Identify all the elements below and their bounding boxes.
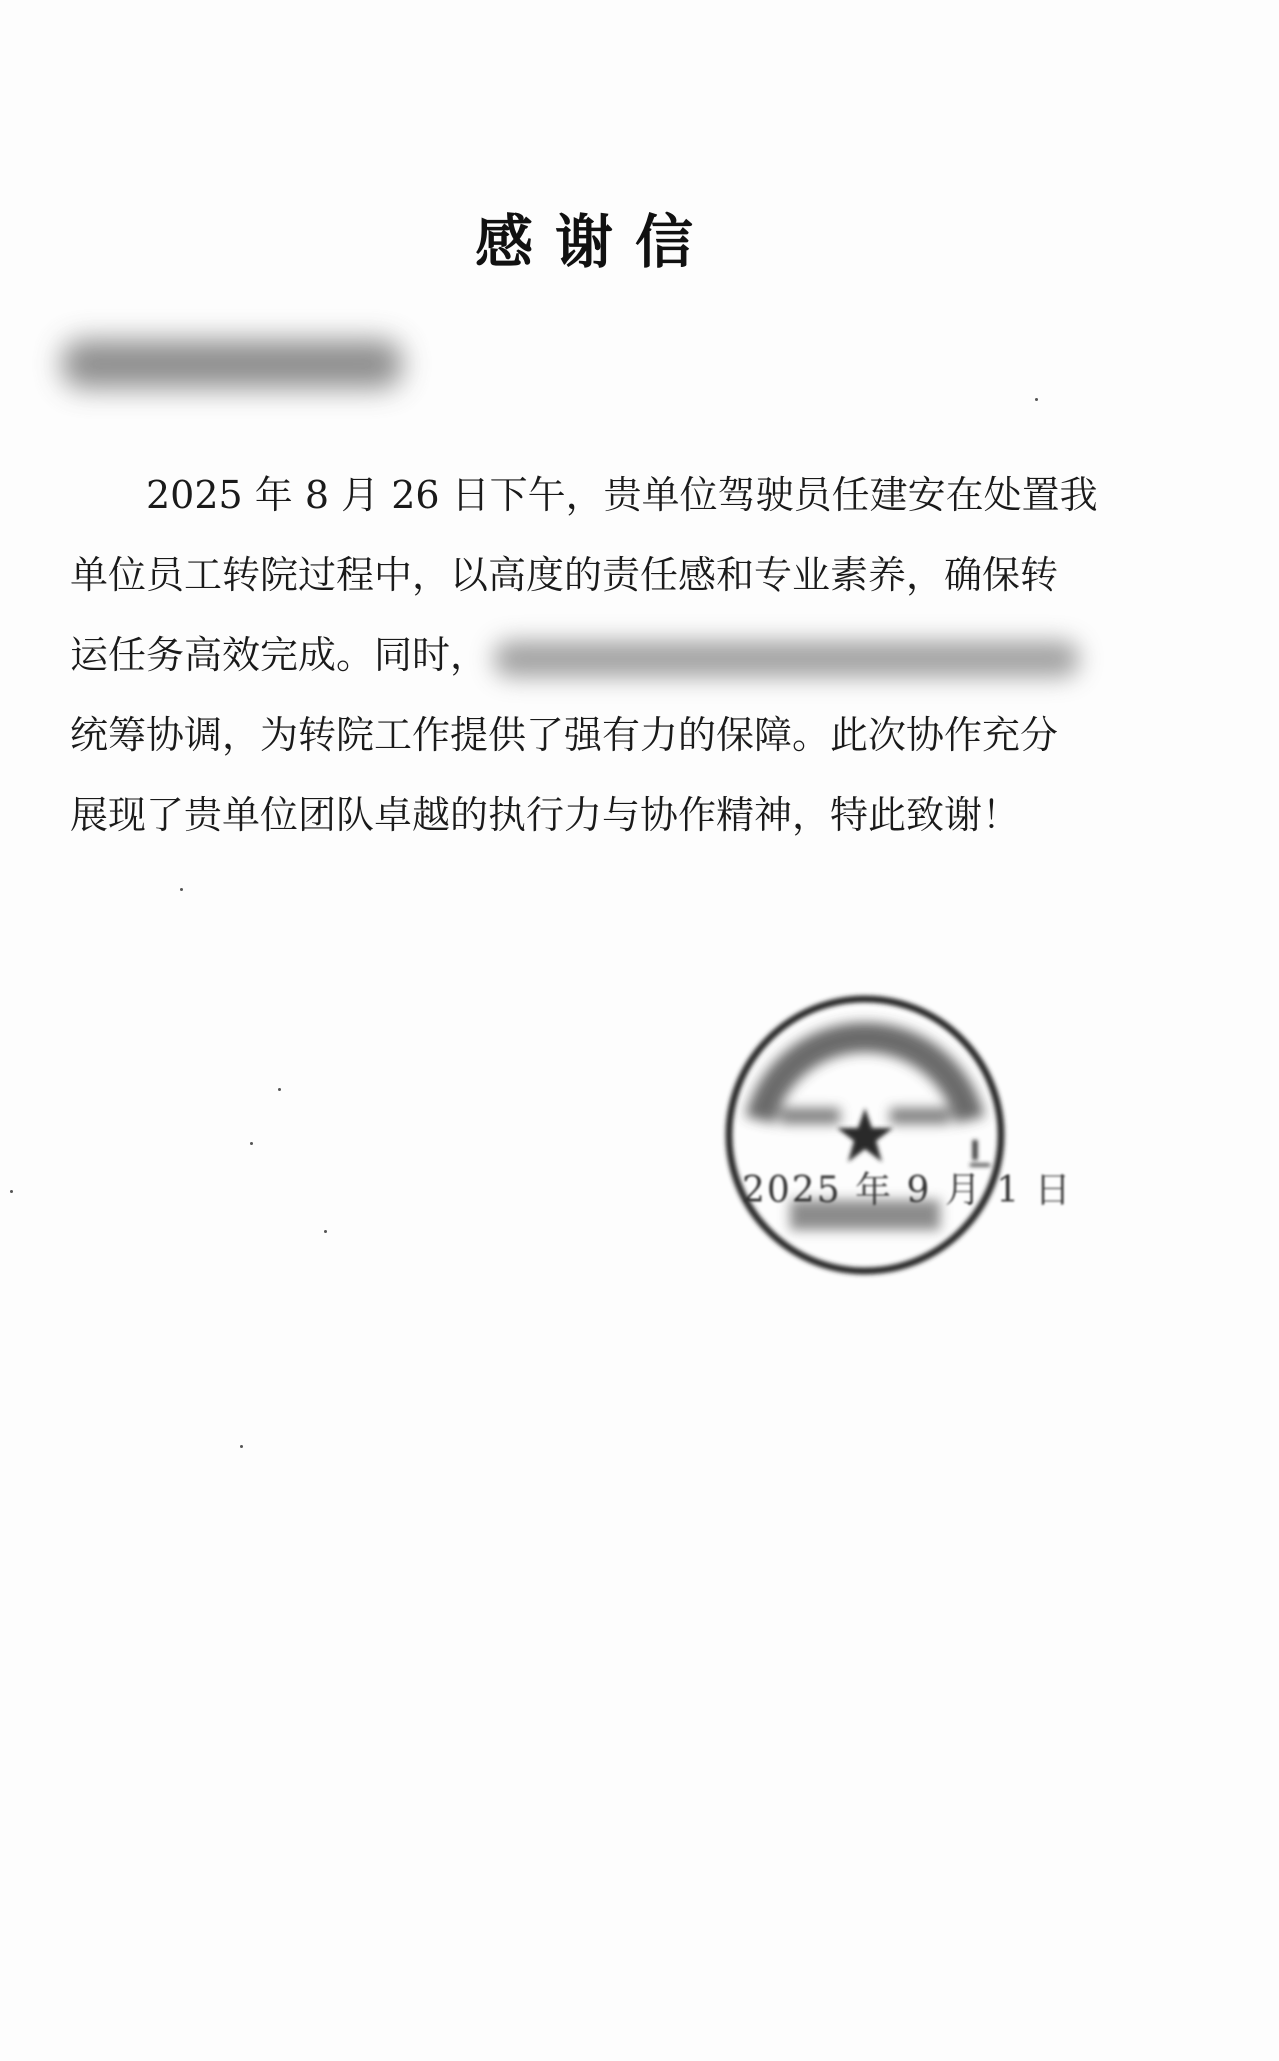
letter-body [70,455,1120,855]
body-line-1: 2025 年 8 月 26 日下午，贵单位驾驶员任建安在处置我 [146,473,1098,517]
body-line-5: 展现了贵单位团队卓越的执行力与协作精神，特此致谢！ [70,793,1021,837]
body-line-3 [70,615,1120,695]
letter-title: 感谢信 [474,208,715,276]
scan-speck [240,1445,243,1448]
scan-speck [10,1190,13,1193]
scan-speck [324,1230,327,1233]
official-seal [720,990,1010,1280]
redacted-recipient [62,340,402,388]
scan-speck [1035,398,1038,401]
scan-speck [250,1142,253,1145]
body-line-4: 统筹协调，为转院工作提供了强有力的保障。此次协作充分 [70,713,1059,757]
signature-date: 2025 年 9 月 1 日 [742,1170,1073,1211]
scan-speck [278,1088,281,1091]
body-line-2: 单位员工转院过程中，以高度的责任感和专业素养，确保转 [70,553,1059,597]
redacted-text [494,641,1079,677]
scan-speck [180,888,183,891]
body-line-3-text: 运任务高效完成。同时， [70,633,489,677]
